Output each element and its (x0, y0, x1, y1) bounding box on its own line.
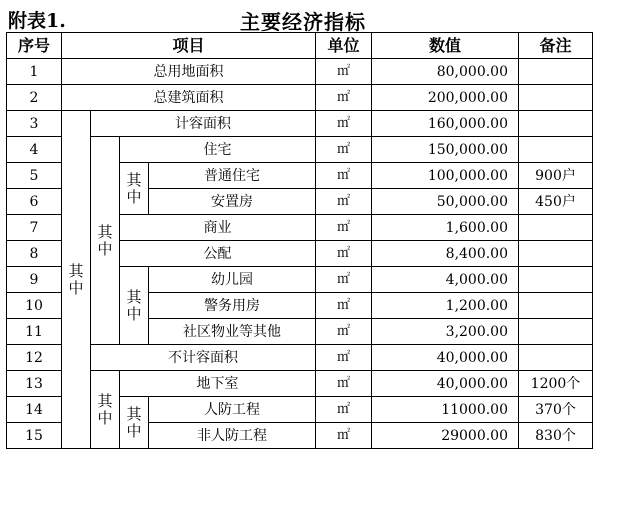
row-no: 14 (7, 397, 62, 423)
row-value: 160,000.00 (372, 111, 519, 137)
row-unit: ㎡ (316, 59, 372, 85)
qizhong-text: 其中 (68, 261, 84, 297)
row-unit: ㎡ (316, 85, 372, 111)
col-header-no: 序号 (7, 33, 62, 59)
row-item: 商业 (120, 215, 316, 241)
row-item: 警务用房 (149, 293, 316, 319)
row-no: 5 (7, 163, 62, 189)
row-note: 900户 (519, 163, 593, 189)
row-no: 9 (7, 267, 62, 293)
row-unit: ㎡ (316, 163, 372, 189)
col-header-unit: 单位 (316, 33, 372, 59)
row-value: 11000.00 (372, 397, 519, 423)
row-item: 非人防工程 (149, 423, 316, 449)
title-row (8, 4, 600, 32)
row-item: 公配 (120, 241, 316, 267)
row-value: 1,600.00 (372, 215, 519, 241)
col-header-value: 数值 (372, 33, 519, 59)
row-unit: ㎡ (316, 111, 372, 137)
row-item: 总用地面积 (62, 59, 316, 85)
table-row (7, 371, 593, 397)
row-note (519, 241, 593, 267)
row-item: 人防工程 (149, 397, 316, 423)
row-unit: ㎡ (316, 345, 372, 371)
qizhong-text: 其中 (126, 287, 142, 323)
table-header-row (7, 33, 593, 59)
row-no: 12 (7, 345, 62, 371)
appendix-label: 附表1. (8, 10, 66, 32)
row-note (519, 59, 593, 85)
row-unit: ㎡ (316, 137, 372, 163)
row-unit: ㎡ (316, 319, 372, 345)
row-value: 3,200.00 (372, 319, 519, 345)
row-item: 地下室 (120, 371, 316, 397)
row-value: 50,000.00 (372, 189, 519, 215)
col-header-item: 项目 (62, 33, 316, 59)
col-header-note: 备注 (519, 33, 593, 59)
row-no: 13 (7, 371, 62, 397)
row-no: 1 (7, 59, 62, 85)
row-value: 100,000.00 (372, 163, 519, 189)
row-item: 社区物业等其他 (149, 319, 316, 345)
table-row (7, 85, 593, 111)
row-no: 7 (7, 215, 62, 241)
table-row (7, 111, 593, 137)
row-no: 2 (7, 85, 62, 111)
row-item: 安置房 (149, 189, 316, 215)
page-title: 主要经济指标 (240, 10, 366, 34)
row-no: 10 (7, 293, 62, 319)
qizhong-text: 其中 (126, 404, 142, 440)
row-item: 计容面积 (91, 111, 316, 137)
row-value: 1,200.00 (372, 293, 519, 319)
row-no: 8 (7, 241, 62, 267)
table-row (7, 345, 593, 371)
row-value: 4,000.00 (372, 267, 519, 293)
row-note (519, 293, 593, 319)
row-note (519, 111, 593, 137)
row-value: 29000.00 (372, 423, 519, 449)
row-unit: ㎡ (316, 423, 372, 449)
row-note (519, 267, 593, 293)
row-unit: ㎡ (316, 293, 372, 319)
row-note (519, 215, 593, 241)
row-note (519, 85, 593, 111)
row-value: 200,000.00 (372, 85, 519, 111)
row-no: 3 (7, 111, 62, 137)
row-value: 80,000.00 (372, 59, 519, 85)
row-item: 住宅 (120, 137, 316, 163)
row-no: 15 (7, 423, 62, 449)
row-item: 总建筑面积 (62, 85, 316, 111)
table-row (7, 59, 593, 85)
row-note: 370个 (519, 397, 593, 423)
qizhong-label-dixiashi (120, 397, 149, 449)
row-unit: ㎡ (316, 371, 372, 397)
qizhong-text: 其中 (97, 391, 113, 427)
row-value: 8,400.00 (372, 241, 519, 267)
row-note (519, 319, 593, 345)
qizhong-text: 其中 (126, 170, 142, 206)
row-unit: ㎡ (316, 241, 372, 267)
qizhong-label-gongpei (120, 267, 149, 345)
row-item: 普通住宅 (149, 163, 316, 189)
qizhong-label-bujirong (91, 371, 120, 449)
row-no: 11 (7, 319, 62, 345)
row-unit: ㎡ (316, 215, 372, 241)
qizhong-text: 其中 (97, 222, 113, 258)
row-value: 40,000.00 (372, 345, 519, 371)
row-unit: ㎡ (316, 397, 372, 423)
row-note: 1200个 (519, 371, 593, 397)
economic-indicators-table (6, 32, 593, 449)
row-no: 4 (7, 137, 62, 163)
row-no: 6 (7, 189, 62, 215)
row-note: 830个 (519, 423, 593, 449)
table-row (7, 137, 593, 163)
row-item: 幼儿园 (149, 267, 316, 293)
row-item: 不计容面积 (91, 345, 316, 371)
qizhong-label-zhuzhai (120, 163, 149, 215)
row-unit: ㎡ (316, 267, 372, 293)
row-note (519, 137, 593, 163)
row-value: 40,000.00 (372, 371, 519, 397)
qizhong-label-outer (62, 111, 91, 449)
row-note: 450户 (519, 189, 593, 215)
row-note (519, 345, 593, 371)
qizhong-label-jirong (91, 137, 120, 345)
row-value: 150,000.00 (372, 137, 519, 163)
row-unit: ㎡ (316, 189, 372, 215)
